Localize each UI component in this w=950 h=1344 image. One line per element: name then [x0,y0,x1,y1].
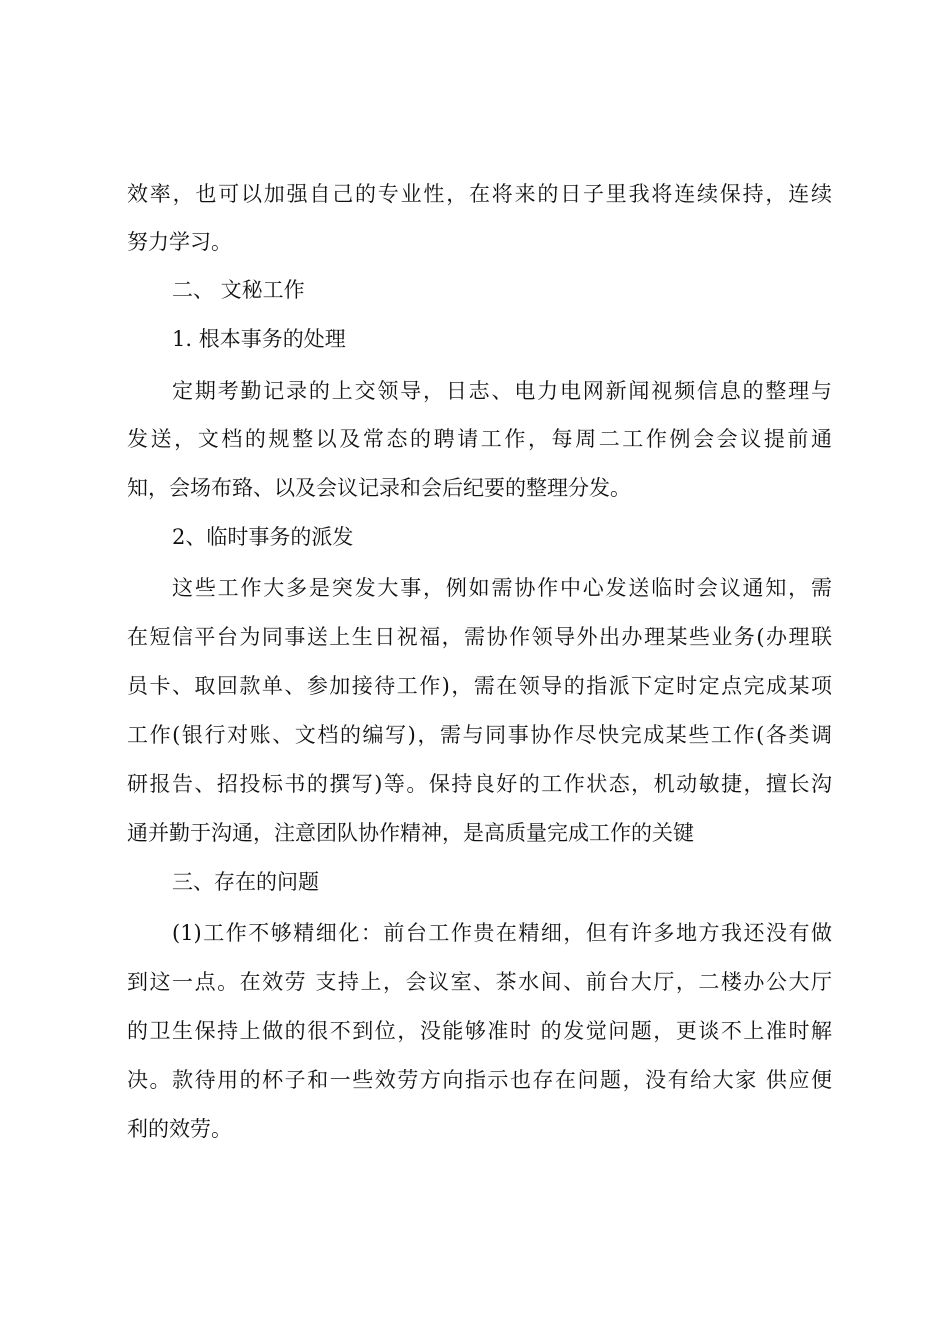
subheading-2-1: 1. 根本事务的处理 [172,327,346,351]
paragraph-4-line-2: 到这一点。在效劳 支持上，会议室、茶水间、前台大厅，二楼办公大厅 [127,970,832,994]
paragraph-3-line-5: 研报告、招投标书的撰写)等。保持良好的工作状态，机动敏捷，擅长沟 [127,772,832,796]
subheading-2-2: 2、临时事务的派发 [172,525,354,549]
paragraph-4-line-3: 的卫生保持上做的很不到位，没能够准时 的发觉问题，更谈不上准时解 [127,1019,832,1043]
paragraph-2-line-2: 发送，文档的规整以及常态的聘请工作，每周二工作例会会议提前通 [127,427,832,451]
paragraph-3-line-3: 员卡、取回款单、参加接待工作)，需在领导的指派下定时定点完成某项 [127,674,832,698]
paragraph-4-line-4: 决。款待用的杯子和一些效劳方向指示也存在问题，没有给大家 供应便 [127,1068,832,1092]
section-heading-2: 二、 文秘工作 [172,278,305,302]
paragraph-3-line-1: 这些工作大多是突发大事，例如需协作中心发送临时会议通知，需 [172,576,832,600]
paragraph-3-line-6: 通并勤于沟通，注意团队协作精神，是高质量完成工作的关键 [127,821,694,845]
paragraph-3-line-2: 在短信平台为同事送上生日祝福，需协作领导外出办理某些业务(办理联 [127,625,832,649]
paragraph-2-line-1: 定期考勤记录的上交领导，日志、电力电网新闻视频信息的整理与 [172,379,832,403]
paragraph-4-line-1: (1)工作不够精细化：前台工作贵在精细，但有许多地方我还没有做 [172,921,832,945]
paragraph-2-line-3: 知，会场布臵、以及会议记录和会后纪要的整理分发。 [127,476,631,500]
section-heading-3: 三、存在的问题 [172,870,319,894]
paragraph-3-line-4: 工作(银行对账、文档的编写)，需与同事协作尽快完成某些工作(各类调 [127,723,832,747]
paragraph-1-line-1: 效率，也可以加强自己的专业性，在将来的日子里我将连续保持，连续 [127,182,832,206]
paragraph-4-line-5: 利的效劳。 [127,1117,232,1141]
paragraph-1-line-2: 努力学习。 [127,230,232,254]
